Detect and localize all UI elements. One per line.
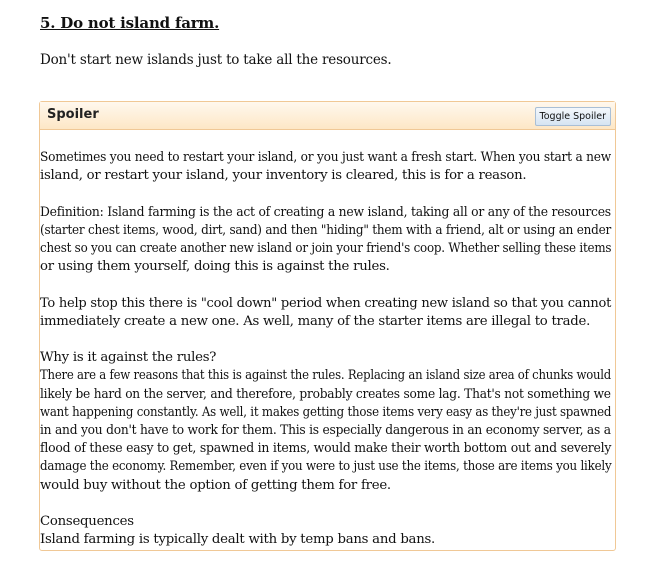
spoiler-paragraph — [40, 349, 617, 495]
text-line: or using them yourself, doing this is against the rules. — [40, 259, 390, 275]
text-line: There are a few reasons that this is against the rules. Replacing an island size area of chunks would — [40, 368, 612, 384]
text-line: Definition: Island farming is the act of creating a new island, taking all or any of the resources — [40, 204, 611, 220]
spoiler-body — [40, 149, 617, 549]
spoiler-paragraph — [40, 149, 617, 185]
rule-intro: Don't start new islands just to take all the resources. — [40, 52, 392, 68]
text-line: immediately create a new one. As well, many of the starter items are illegal to trade. — [40, 313, 591, 329]
text-line: To help stop this there is "cool down" period when creating new island so that you cannot — [40, 295, 612, 311]
text-line: (starter chest items, wood, dirt, sand) and then "hiding" them with a friend, alt or using an ender — [40, 222, 612, 238]
text-line: Sometimes you need to restart your island, or you just want a fresh start. When you start a new — [40, 150, 611, 165]
spoiler-box — [39, 101, 616, 551]
text-line: island, or restart your island, your inventory is cleared, this is for a reason. — [40, 168, 527, 184]
text-line: in and you don't have to work for them. This is especially dangerous in an economy server, as a — [40, 423, 611, 438]
text-line: damage the economy. Remember, even if you were to just use the items, those are items you likely — [40, 459, 612, 475]
text-line: likely be hard on the server, and therefore, probably creates some lag. That's not something we — [40, 386, 611, 402]
spoiler-paragraph — [40, 513, 617, 549]
spoiler-title: Spoiler — [47, 107, 99, 122]
text-line: flood of these easy to get, spawned in items, would make their worth bottom out and severely — [40, 441, 612, 457]
text-line: would buy without the option of getting them for free. — [40, 477, 391, 493]
text-line: want happening constantly. As well, it makes getting those items very easy as they're just spawned — [40, 404, 612, 420]
toggle-spoiler-button[interactable]: Toggle Spoiler — [535, 107, 611, 126]
text-line: Island farming is typically dealt with by temp bans and bans. — [40, 532, 436, 548]
spoiler-header — [40, 102, 615, 130]
rule-heading: 5. Do not island farm. — [40, 14, 220, 32]
text-line: Consequences — [40, 514, 134, 529]
text-line: chest so you can create another new island or join your friend's coop. Whether selling these items — [40, 241, 612, 256]
spoiler-paragraph — [40, 204, 617, 277]
text-line: Why is it against the rules? — [40, 350, 217, 366]
spoiler-paragraph — [40, 295, 617, 331]
